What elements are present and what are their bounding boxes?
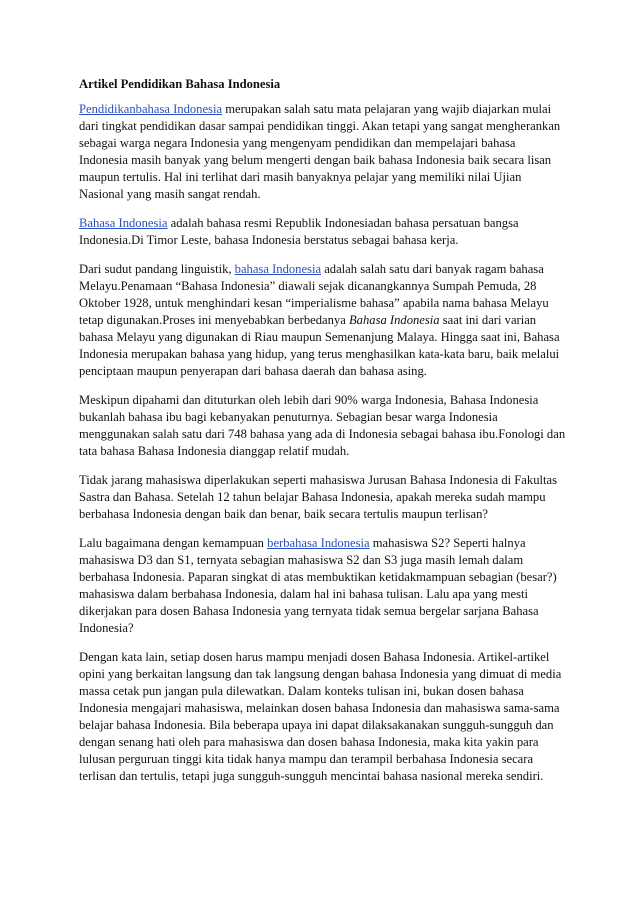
link-bahasa-indonesia-2[interactable]: bahasa Indonesia — [234, 262, 322, 276]
paragraph-6-before: Lalu bagaimana dengan kemampuan — [79, 536, 268, 550]
paragraph-3-after: saat ini dari varian bahasa Melayu yang digunakan di Riau maupun Semenanjung Malaya. Hingga saat ini, Bahasa Indonesia merupakan bahasa yang hidup, yang terus menghasilkan kata-kata baru, baik melalui penciptaan maupun penyerapan dari bahasa daerah dan bahasa asing. — [79, 313, 560, 378]
link-pendidikan-bahasa-indonesia[interactable]: Pendidikanbahasa Indonesia — [79, 102, 223, 116]
paragraph-3 — [79, 261, 567, 380]
link-bahasa-indonesia[interactable]: Bahasa Indonesia — [79, 216, 168, 230]
paragraph-6 — [79, 535, 567, 637]
paragraph-3-before: Dari sudut pandang linguistik, — [79, 262, 235, 276]
paragraph-1 — [79, 101, 567, 203]
paragraph-7: Dengan kata lain, setiap dosen harus mampu menjadi dosen Bahasa Indonesia. Artikel-artikel opini yang berkaitan langsung dan tak langsung dengan bahasa Indonesia yang dimuat di media massa cetak pun jangan pula dilewatkan. Dalam konteks tulisan ini, bukan dosen bahasa Indonesia mengajari mahasiswa, melainkan dosen bahasa Indonesia dan mahasiswa sama-sama belajar bahasa Indonesia. Bila beberapa upaya ini dapat dilaksakanakan sungguh-sungguh dan dengan senang hati oleh para mahasiswa dan dosen bahasa Indonesia, maka kita yakin para lulusan perguruan tinggi kita tidak hanya mampu dan terampil berbahasa Indonesia secara terlisan dan tertulis, tetapi juga sungguh-sungguh mencintai bahasa nasional mereka sendiri. — [79, 650, 562, 783]
paragraph-2 — [79, 215, 567, 249]
paragraph-3-emphasis: Bahasa Indonesia — [348, 313, 440, 327]
paragraph-1-text: merupakan salah satu mata pelajaran yang wajib diajarkan mulai dari tingkat pendidikan dasar sampai pendidikan tinggi. Akan tetapi yang sangat mengherankan sebagai warga negara Indonesia yang mengenyam pendidikan dan mempelajari bahasa Indonesia masih banyak yang belum mengerti dengan baik bahasa Indonesia baik secara lisan maupun tertulis. Hal ini terlihat dari masih banyaknya pelajar yang memiliki nilai Ujian Nasional yang masih sangat rendah. — [79, 102, 561, 201]
link-berbahasa-indonesia[interactable]: berbahasa Indonesia — [267, 536, 370, 550]
paragraph-6-after: mahasiswa S2? Seperti halnya mahasiswa D3 dan S1, ternyata sebagian mahasiswa S2 dan S3 juga masih lemah dalam berbahasa Indonesia. Paparan singkat di atas membuktikan ketidakmampuan sebagian (besar?) mahasiswa dalam berbahasa Indonesia, dalam hal ini bahasa tulisan. Lalu apa yang mesti dikerjakan para dosen Bahasa Indonesia yang ternyata tidak semua bergelar sarjana Bahasa Indonesia? — [79, 536, 557, 635]
paragraph-5: Tidak jarang mahasiswa diperlakukan seperti mahasiswa Jurusan Bahasa Indonesia di Fakultas Sastra dan Bahasa. Setelah 12 tahun belajar Bahasa Indonesia, apakah mereka sudah mampu berbahasa Indonesia dengan baik dan benar, baik secara tertulis maupun terlisan? — [79, 473, 557, 521]
article-title: Artikel Pendidikan Bahasa Indonesia — [79, 77, 281, 91]
paragraph-4: Meskipun dipahami dan dituturkan oleh lebih dari 90% warga Indonesia, Bahasa Indonesia bukanlah bahasa ibu bagi kebanyakan penuturnya. Sebagian besar warga Indonesia menggunakan salah satu dari 748 bahasa yang ada di Indonesia sebagai bahasa ibu.Fonologi dan tata bahasa Bahasa Indonesia dianggap relatif mudah. — [79, 393, 566, 458]
document-page — [79, 76, 567, 797]
paragraph-2-text: adalah bahasa resmi Republik Indonesiadan bahasa persatuan bangsa Indonesia.Di Timor Leste, bahasa Indonesia berstatus sebagai bahasa kerja. — [79, 216, 519, 247]
paragraph-3-middle: adalah salah satu dari banyak ragam bahasa Melayu.Penamaan “Bahasa Indonesia” diawali sejak dicanangkannya Sumpah Pemuda, 28 Oktober 1928, untuk menghindari kesan “imperialisme bahasa” apabila nama bahasa Melayu tetap digunakan.Proses ini menyebabkan berbedanya — [79, 262, 549, 327]
